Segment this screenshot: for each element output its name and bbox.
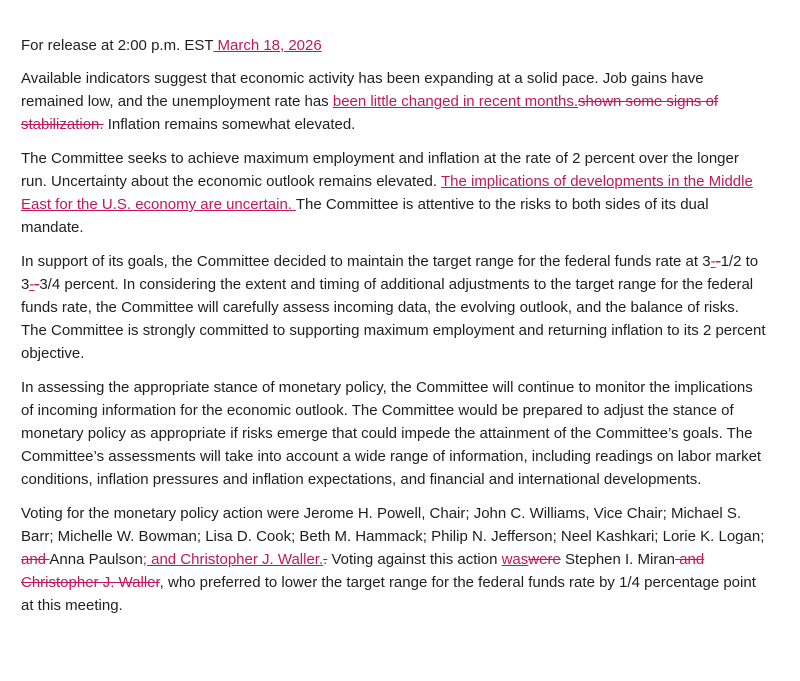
text-run: Available indicators suggest that economic activity has been expanding at a solid pace. Job gains have remained low, and the unemployment rate has — [21, 70, 704, 110]
text-run: The Committee seeks to achieve maximum employment and inflation at the rate of 2 percent over the longer run. Uncertainty about the economic outlook remains elevated. — [21, 150, 739, 190]
deletion: . — [323, 551, 328, 568]
release-line — [21, 34, 767, 57]
text-run: In assessing the appropriate stance of monetary policy, the Committee will continue to monitor the implications of incoming information for the economic outlook. The Committee would be prepared to adjust the stance of monetary policy as appropriate if risks emerge that could impede the attainment of the Committee’s goals. The Committee’s assessments will take into account a wide range of information, including readings on labor market conditions, inflation pressures and inflation expectations, and financial and international developments. — [21, 379, 762, 488]
text-run: 1/2 to 3 — [21, 253, 759, 293]
deletion: - — [34, 276, 40, 293]
text-run: , who preferred to lower the target range for the federal funds rate by 1/4 percentage point at this meeting. — [21, 574, 756, 614]
release-prefix: For release at 2:00 p.m. EST — [21, 37, 214, 54]
deletion: and — [21, 551, 50, 568]
release-date-insertion: March 18, 2026 — [213, 37, 322, 54]
paragraph-policy-decision — [21, 250, 767, 365]
paragraph-policy-stance — [21, 376, 767, 491]
deletion: - — [715, 253, 721, 270]
deletion: shown some signs of stabilization. — [21, 93, 719, 133]
text-run: Voting against this action — [327, 551, 502, 568]
text-run: The Committee is attentive to the risks to both sides of its dual mandate. — [21, 196, 709, 236]
deletion: were — [528, 551, 561, 568]
text-run: Anna Paulson — [49, 551, 143, 568]
statement-document — [21, 34, 767, 628]
insertion: was — [501, 551, 529, 568]
insertion: been little changed in recent months. — [332, 93, 579, 110]
text-run: In support of its goals, the Committee decided to maintain the target range for the federal funds rate at 3 — [21, 253, 711, 270]
text-run: 3/4 percent. In considering the extent and timing of additional adjustments to the target range for the federal funds rate, the Committee will carefully assess incoming data, the evolving outlook, and the balance of risks. The Committee is strongly committed to supporting maximum employment and returning inflation to its 2 percent objective. — [21, 276, 766, 362]
text-run: Inflation remains somewhat elevated. — [103, 116, 356, 133]
insertion: - — [29, 276, 35, 293]
paragraph-committee-goals — [21, 147, 767, 239]
paragraph-voting — [21, 502, 767, 617]
paragraph-economic-activity — [21, 67, 767, 136]
insertion: ; and Christopher J. Waller. — [142, 551, 324, 568]
deletion: and Christopher J. Waller — [21, 551, 705, 591]
text-run: Stephen I. Miran — [560, 551, 676, 568]
insertion: - — [710, 253, 716, 270]
text-run: Voting for the monetary policy action were Jerome H. Powell, Chair; John C. Williams, Vice Chair; Michael S. Barr; Michelle W. Bowman; Lisa D. Cook; Beth M. Hammack; Philip N. Jefferson; Neel Kashkari; Lorie K. Logan; — [21, 505, 765, 545]
insertion: The implications of developments in the Middle East for the U.S. economy are uncertain. — [21, 173, 753, 213]
